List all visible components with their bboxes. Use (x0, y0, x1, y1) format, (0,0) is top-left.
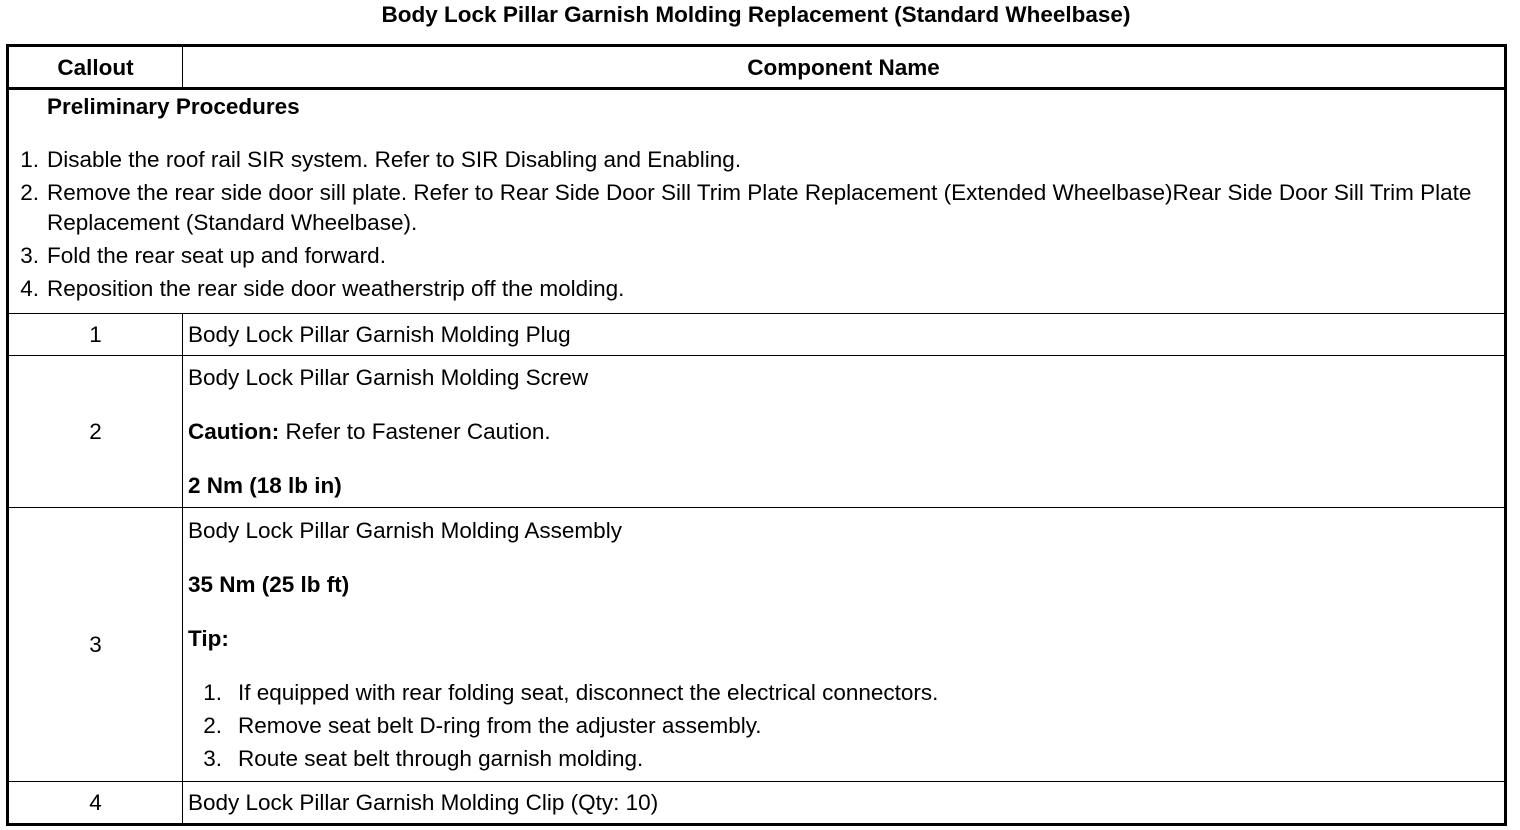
step-number: 2. (20, 180, 39, 205)
caution-label: Caution: (188, 418, 280, 444)
callout-header: Callout (8, 46, 183, 89)
tip-number: 1. (203, 679, 222, 705)
step-text: Remove the rear side door sill plate. Refer to Rear Side Door Sill Trim Plate Replacement (Extended Wheelbase)Rear Side Door Sill Trim Plate Replacement (Standard Wheelbase). (47, 180, 1472, 235)
step-text: Disable the roof rail SIR system. Refer to SIR Disabling and Enabling. (47, 147, 742, 172)
callout-cell: 1 (8, 313, 183, 355)
preliminary-step (9, 241, 1504, 271)
callout-cell: 4 (8, 781, 183, 824)
tip-step (188, 676, 1494, 709)
preliminary-steps (9, 145, 1504, 304)
tip-number: 3. (203, 745, 222, 771)
table-row (8, 313, 1506, 355)
table-header-row (8, 46, 1506, 89)
table-row (8, 508, 1506, 782)
component-name-cell: Body Lock Pillar Garnish Molding Clip (Qty: 10) (183, 781, 1506, 824)
step-text: Reposition the rear side door weatherstrip off the molding. (47, 276, 625, 301)
component-name-cell (183, 355, 1506, 507)
page-title: Body Lock Pillar Garnish Molding Replacement (Standard Wheelbase) (381, 2, 1131, 27)
tip-label: Tip: (188, 625, 229, 651)
callout-cell: 3 (8, 508, 183, 782)
step-text: Fold the rear seat up and forward. (47, 243, 386, 268)
callout-cell: 2 (8, 355, 183, 507)
component-name: Body Lock Pillar Garnish Molding Screw (188, 364, 589, 390)
tip-number: 2. (203, 712, 222, 738)
step-number: 1. (20, 147, 39, 172)
tip-step (188, 742, 1494, 775)
tip-text: Route seat belt through garnish molding. (238, 745, 644, 771)
preliminary-row (8, 89, 1506, 314)
component-name: Body Lock Pillar Garnish Molding Assembly (188, 517, 622, 543)
tip-step (188, 709, 1494, 742)
caution-note (188, 415, 1494, 448)
component-table (6, 44, 1507, 826)
table-row (8, 355, 1506, 507)
component-name-header: Component Name (183, 46, 1506, 89)
preliminary-step (9, 274, 1504, 304)
preliminary-step (9, 178, 1504, 238)
tip-steps (188, 676, 1494, 775)
preliminary-title: Preliminary Procedures (47, 94, 300, 119)
component-name-cell (183, 508, 1506, 782)
component-name-cell: Body Lock Pillar Garnish Molding Plug (183, 313, 1506, 355)
tip-text: Remove seat belt D-ring from the adjuster assembly. (238, 712, 762, 738)
step-number: 3. (20, 243, 39, 268)
torque-spec: 35 Nm (25 lb ft) (188, 571, 350, 597)
step-number: 4. (20, 276, 39, 301)
table-row (8, 781, 1506, 824)
tip-text: If equipped with rear folding seat, disconnect the electrical connectors. (238, 679, 939, 705)
preliminary-step (9, 145, 1504, 175)
preliminary-procedures (8, 89, 1506, 314)
torque-spec: 2 Nm (18 lb in) (188, 472, 342, 498)
caution-text: Refer to Fastener Caution. (279, 418, 551, 444)
